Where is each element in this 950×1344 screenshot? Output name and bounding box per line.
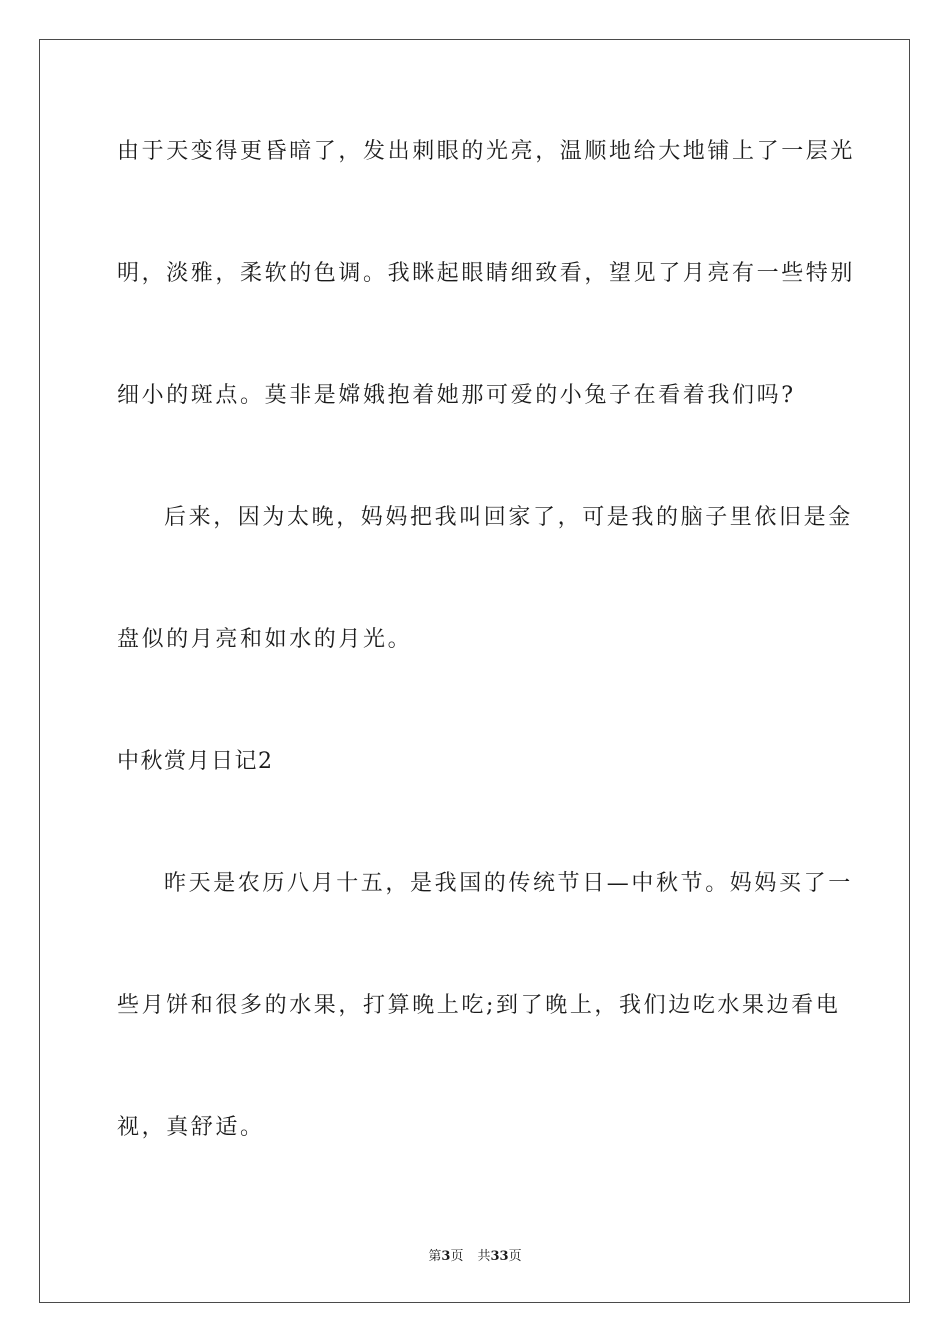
footer-page-number: 3 bbox=[441, 1249, 451, 1264]
footer-total-prefix: 共 bbox=[477, 1249, 491, 1264]
page-footer bbox=[0, 1248, 950, 1266]
paragraph-line-8: 视，真舒适。 bbox=[117, 1115, 265, 1140]
footer-total-suffix: 页 bbox=[508, 1249, 522, 1264]
paragraph-line-7: 些月饼和很多的水果，打算晚上吃;到了晚上，我们边吃水果边看电 bbox=[117, 993, 841, 1018]
paragraph-line-2: 明，淡雅，柔软的色调。我眯起眼睛细致看，望见了月亮有一些特别 bbox=[117, 261, 856, 286]
paragraph-line-5: 盘似的月亮和如水的月光。 bbox=[117, 627, 413, 652]
footer-total-pages: 33 bbox=[490, 1249, 509, 1264]
paragraph-line-3: 细小的斑点。莫非是嫦娥抱着她那可爱的小兔子在看着我们吗? bbox=[117, 383, 796, 408]
footer-page-suffix: 页 bbox=[450, 1249, 464, 1264]
paragraph-line-1: 由于天变得更昏暗了，发出刺眼的光亮，温顺地给大地铺上了一层光 bbox=[117, 139, 856, 164]
footer-page-prefix: 第 bbox=[428, 1249, 442, 1264]
paragraph-line-6: 昨天是农历八月十五，是我国的传统节日—中秋节。妈妈买了一 bbox=[164, 871, 853, 896]
paragraph-line-4: 后来，因为太晚，妈妈把我叫回家了，可是我的脑子里依旧是金 bbox=[164, 505, 853, 530]
section-heading: 中秋赏月日记2 bbox=[117, 749, 274, 774]
